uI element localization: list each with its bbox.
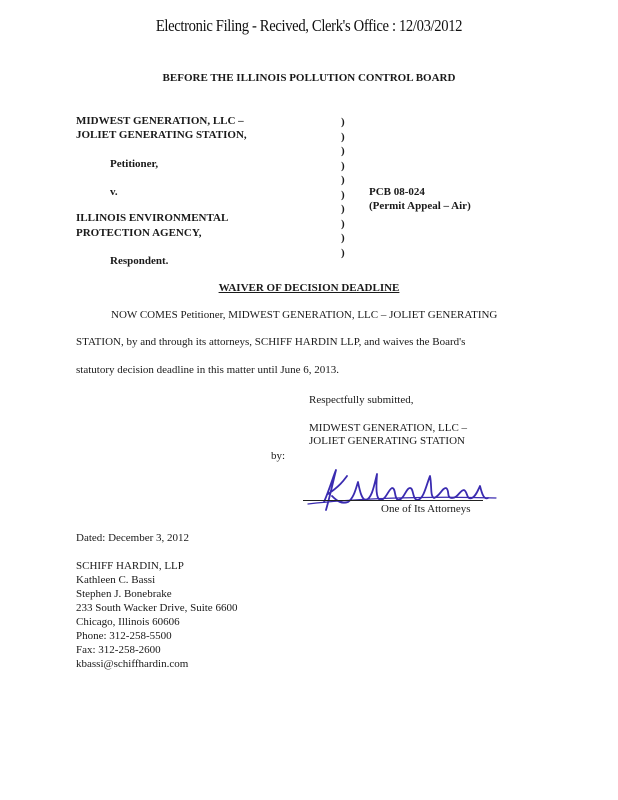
counsel-phone: Phone: 312-258-5500 [76,630,172,642]
respondent-name-line1: ILLINOIS ENVIRONMENTAL [76,212,229,224]
case-number: PCB 08-024 [369,186,425,198]
case-type: (Permit Appeal – Air) [369,200,471,212]
body-line-1: NOW COMES Petitioner, MIDWEST GENERATION, LLC – JOLIET GENERATING [111,309,498,321]
caption-paren: ) [341,188,345,201]
signing-party-line1: MIDWEST GENERATION, LLC – [309,422,468,434]
caption-paren: ) [341,116,345,128]
board-title: BEFORE THE ILLINOIS POLLUTION CONTROL BOARD [162,72,456,84]
caption-paren: ) [341,232,345,244]
signature-line [303,500,483,501]
counsel-address-1: 233 South Wacker Drive, Suite 6600 [76,602,238,614]
counsel-firm: SCHIFF HARDIN, LLP [76,560,184,572]
counsel-fax: Fax: 312-258-2600 [76,644,161,656]
respondent-name-line2: PROTECTION AGENCY, [76,227,202,239]
counsel-email: kbassi@schiffhardin.com [76,658,189,670]
counsel-address-2: Chicago, Illinois 60606 [76,616,180,628]
signing-party-line2: JOLIET GENERATING STATION [309,435,465,447]
filing-stamp: Electronic Filing - Recived, Clerk's Office : 12/03/2012 [155,16,463,35]
caption-paren: ) [341,217,345,230]
document-title: WAIVER OF DECISION DEADLINE [218,282,400,294]
petitioner-role: Petitioner, [110,158,159,170]
dated-line: Dated: December 3, 2012 [76,532,190,544]
closing-text: Respectfully submitted, [309,394,414,406]
by-label: by: [271,450,286,462]
body-line-2: STATION, by and through its attorneys, SCHIFF HARDIN LLP, and waives the Board's [76,336,466,348]
body-line-3: statutory decision deadline in this matter until June 6, 2013. [76,364,340,376]
respondent-role: Respondent. [110,255,169,267]
caption-paren-column [341,115,345,260]
caption-paren: ) [341,246,345,259]
versus-label: v. [110,186,118,198]
caption-paren: ) [341,203,345,215]
signer-caption: One of Its Attorneys [381,503,471,515]
caption-paren: ) [341,174,345,186]
caption-paren: ) [341,159,345,172]
petitioner-name-line2: JOLIET GENERATING STATION, [76,129,247,141]
petitioner-name-line1: MIDWEST GENERATION, LLC – [76,115,244,127]
caption-paren: ) [341,145,345,157]
caption-paren: ) [341,130,345,143]
counsel-attorney-2: Stephen J. Bonebrake [76,588,172,600]
counsel-attorney-1: Kathleen C. Bassi [76,574,156,586]
